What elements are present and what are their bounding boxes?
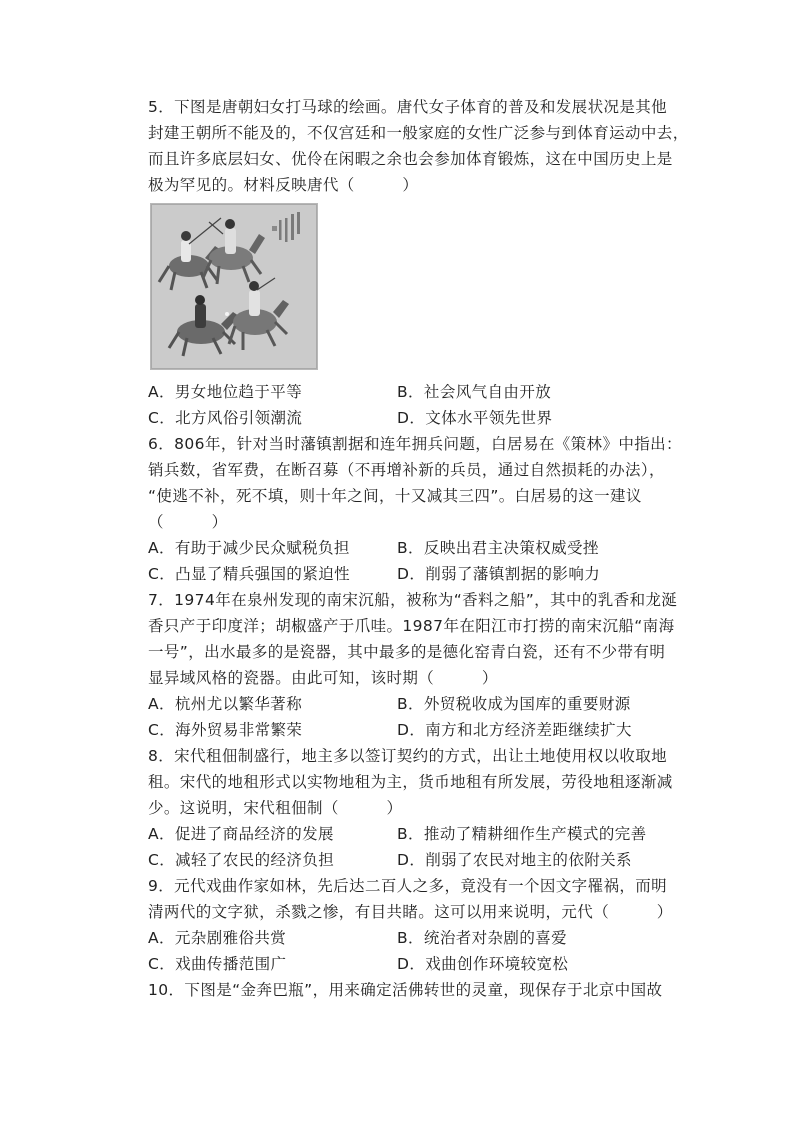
question-7-options-row-2 bbox=[148, 717, 693, 743]
question-6-option-b[interactable]: B．反映出君主决策权威受挫 bbox=[397, 539, 599, 557]
question-6-stem-line-2: 销兵数，省军费，在断召募（不再增补新的兵员，通过自然损耗的办法）， bbox=[148, 461, 665, 479]
question-5-stem-line-4: 极为罕见的。材料反映唐代（ ） bbox=[148, 176, 419, 194]
question-8-option-b[interactable]: B．推动了精耕细作生产模式的完善 bbox=[397, 825, 647, 843]
question-5-option-d[interactable]: D．文体水平领先世界 bbox=[397, 409, 553, 427]
question-7-option-c[interactable]: C．海外贸易非常繁荣 bbox=[148, 721, 303, 739]
question-7-stem-line-2: 香只产于印度洋；胡椒盛产于爪哇。1987年在阳江市打捞的南宋沉船“南海 bbox=[148, 617, 675, 635]
question-10 bbox=[148, 977, 693, 1003]
question-6-option-d[interactable]: D．削弱了藩镇割据的影响力 bbox=[397, 565, 601, 583]
question-5-stem-line-3: 而且许多底层妇女、优伶在闲暇之余也会参加体育锻炼，这在中国历史上是 bbox=[148, 150, 673, 168]
question-9 bbox=[148, 873, 693, 977]
question-5-stem-line-1: 5．下图是唐朝妇女打马球的绘画。唐代女子体育的普及和发展状况是其他 bbox=[148, 98, 668, 116]
question-8-stem-line-1: 8．宋代租佃制盛行，地主多以签订契约的方式，出让土地使用权以收取地 bbox=[148, 747, 668, 765]
question-9-option-b[interactable]: B．统治者对杂剧的喜爱 bbox=[397, 929, 568, 947]
question-8-options-row-2 bbox=[148, 847, 693, 873]
question-8-stem-line-3: 少。这说明，宋代租佃制（ ） bbox=[148, 799, 403, 817]
question-7-option-a[interactable]: A．杭州尤以繁华著称 bbox=[148, 695, 303, 713]
question-8-option-a[interactable]: A．促进了商品经济的发展 bbox=[148, 825, 334, 843]
question-6-stem-line-1: 6．806年，针对当时藩镇割据和连年拥兵问题，白居易在《策林》中指出： bbox=[148, 435, 682, 453]
question-9-option-c[interactable]: C．戏曲传播范围广 bbox=[148, 955, 287, 973]
question-9-options-row-2 bbox=[148, 951, 693, 977]
question-5-stem-line-2: 封建王朝所不能及的，不仅宫廷和一般家庭的女性广泛参与到体育运动中去， bbox=[148, 124, 689, 142]
question-5-options-row-2 bbox=[148, 405, 693, 431]
question-8-stem-line-2: 租。宋代的地租形式以实物地租为主，货币地租有所发展，劳役地租逐渐减 bbox=[148, 773, 673, 791]
question-8 bbox=[148, 743, 693, 873]
question-6-options-row-1 bbox=[148, 535, 693, 561]
question-5-option-c[interactable]: C．北方风俗引领潮流 bbox=[148, 409, 303, 427]
question-7-option-b[interactable]: B．外贸税收成为国库的重要财源 bbox=[397, 695, 631, 713]
question-7 bbox=[148, 587, 693, 743]
question-9-options-row-1 bbox=[148, 925, 693, 951]
question-5-option-b[interactable]: B．社会风气自由开放 bbox=[397, 383, 552, 401]
question-7-option-d[interactable]: D．南方和北方经济差距继续扩大 bbox=[397, 721, 632, 739]
question-9-option-d[interactable]: D．戏曲创作环境较宽松 bbox=[397, 955, 569, 973]
question-6-stem-line-4: （ ） bbox=[148, 513, 228, 531]
question-list bbox=[148, 94, 693, 1003]
question-7-stem-line-4: 显异域风格的瓷器。由此可知，该时期（ ） bbox=[148, 669, 498, 687]
polo-painting-image bbox=[151, 204, 317, 369]
question-6-option-a[interactable]: A．有助于减少民众赋税负担 bbox=[148, 539, 350, 557]
question-9-stem-line-2: 清两代的文字狱，杀戮之惨，有目共睹。这可以用来说明，元代（ ） bbox=[148, 903, 673, 921]
question-6-option-c[interactable]: C．凸显了精兵强国的紧迫性 bbox=[148, 565, 351, 583]
question-8-option-c[interactable]: C．减轻了农民的经济负担 bbox=[148, 851, 335, 869]
question-6-stem-line-3: “使逃不补，死不填，则十年之间，十又减其三四”。白居易的这一建议 bbox=[148, 487, 642, 505]
polo-painting-figure bbox=[150, 203, 318, 370]
question-9-stem-line-1: 9．元代戏曲作家如林，先后达二百人之多，竟没有一个因文字罹祸，而明 bbox=[148, 877, 668, 895]
question-6 bbox=[148, 431, 693, 587]
question-7-options-row-1 bbox=[148, 691, 693, 717]
question-7-stem-line-3: 一号”，出水最多的是瓷器，其中最多的是德化窑青白瓷，还有不少带有明 bbox=[148, 643, 666, 661]
question-5-options-row-1 bbox=[148, 379, 693, 405]
question-5 bbox=[148, 94, 693, 431]
question-10-stem-line-1: 10．下图是“金奔巴瓶”，用来确定活佛转世的灵童，现保存于北京中国故 bbox=[148, 981, 663, 999]
question-7-stem-line-1: 7．1974年在泉州发现的南宋沉船，被称为“香料之船”，其中的乳香和龙涎 bbox=[148, 591, 678, 609]
question-8-options-row-1 bbox=[148, 821, 693, 847]
question-6-options-row-2 bbox=[148, 561, 693, 587]
question-8-option-d[interactable]: D．削弱了农民对地主的依附关系 bbox=[397, 851, 632, 869]
question-5-option-a[interactable]: A．男女地位趋于平等 bbox=[148, 383, 303, 401]
question-9-option-a[interactable]: A．元杂剧雅俗共赏 bbox=[148, 929, 287, 947]
